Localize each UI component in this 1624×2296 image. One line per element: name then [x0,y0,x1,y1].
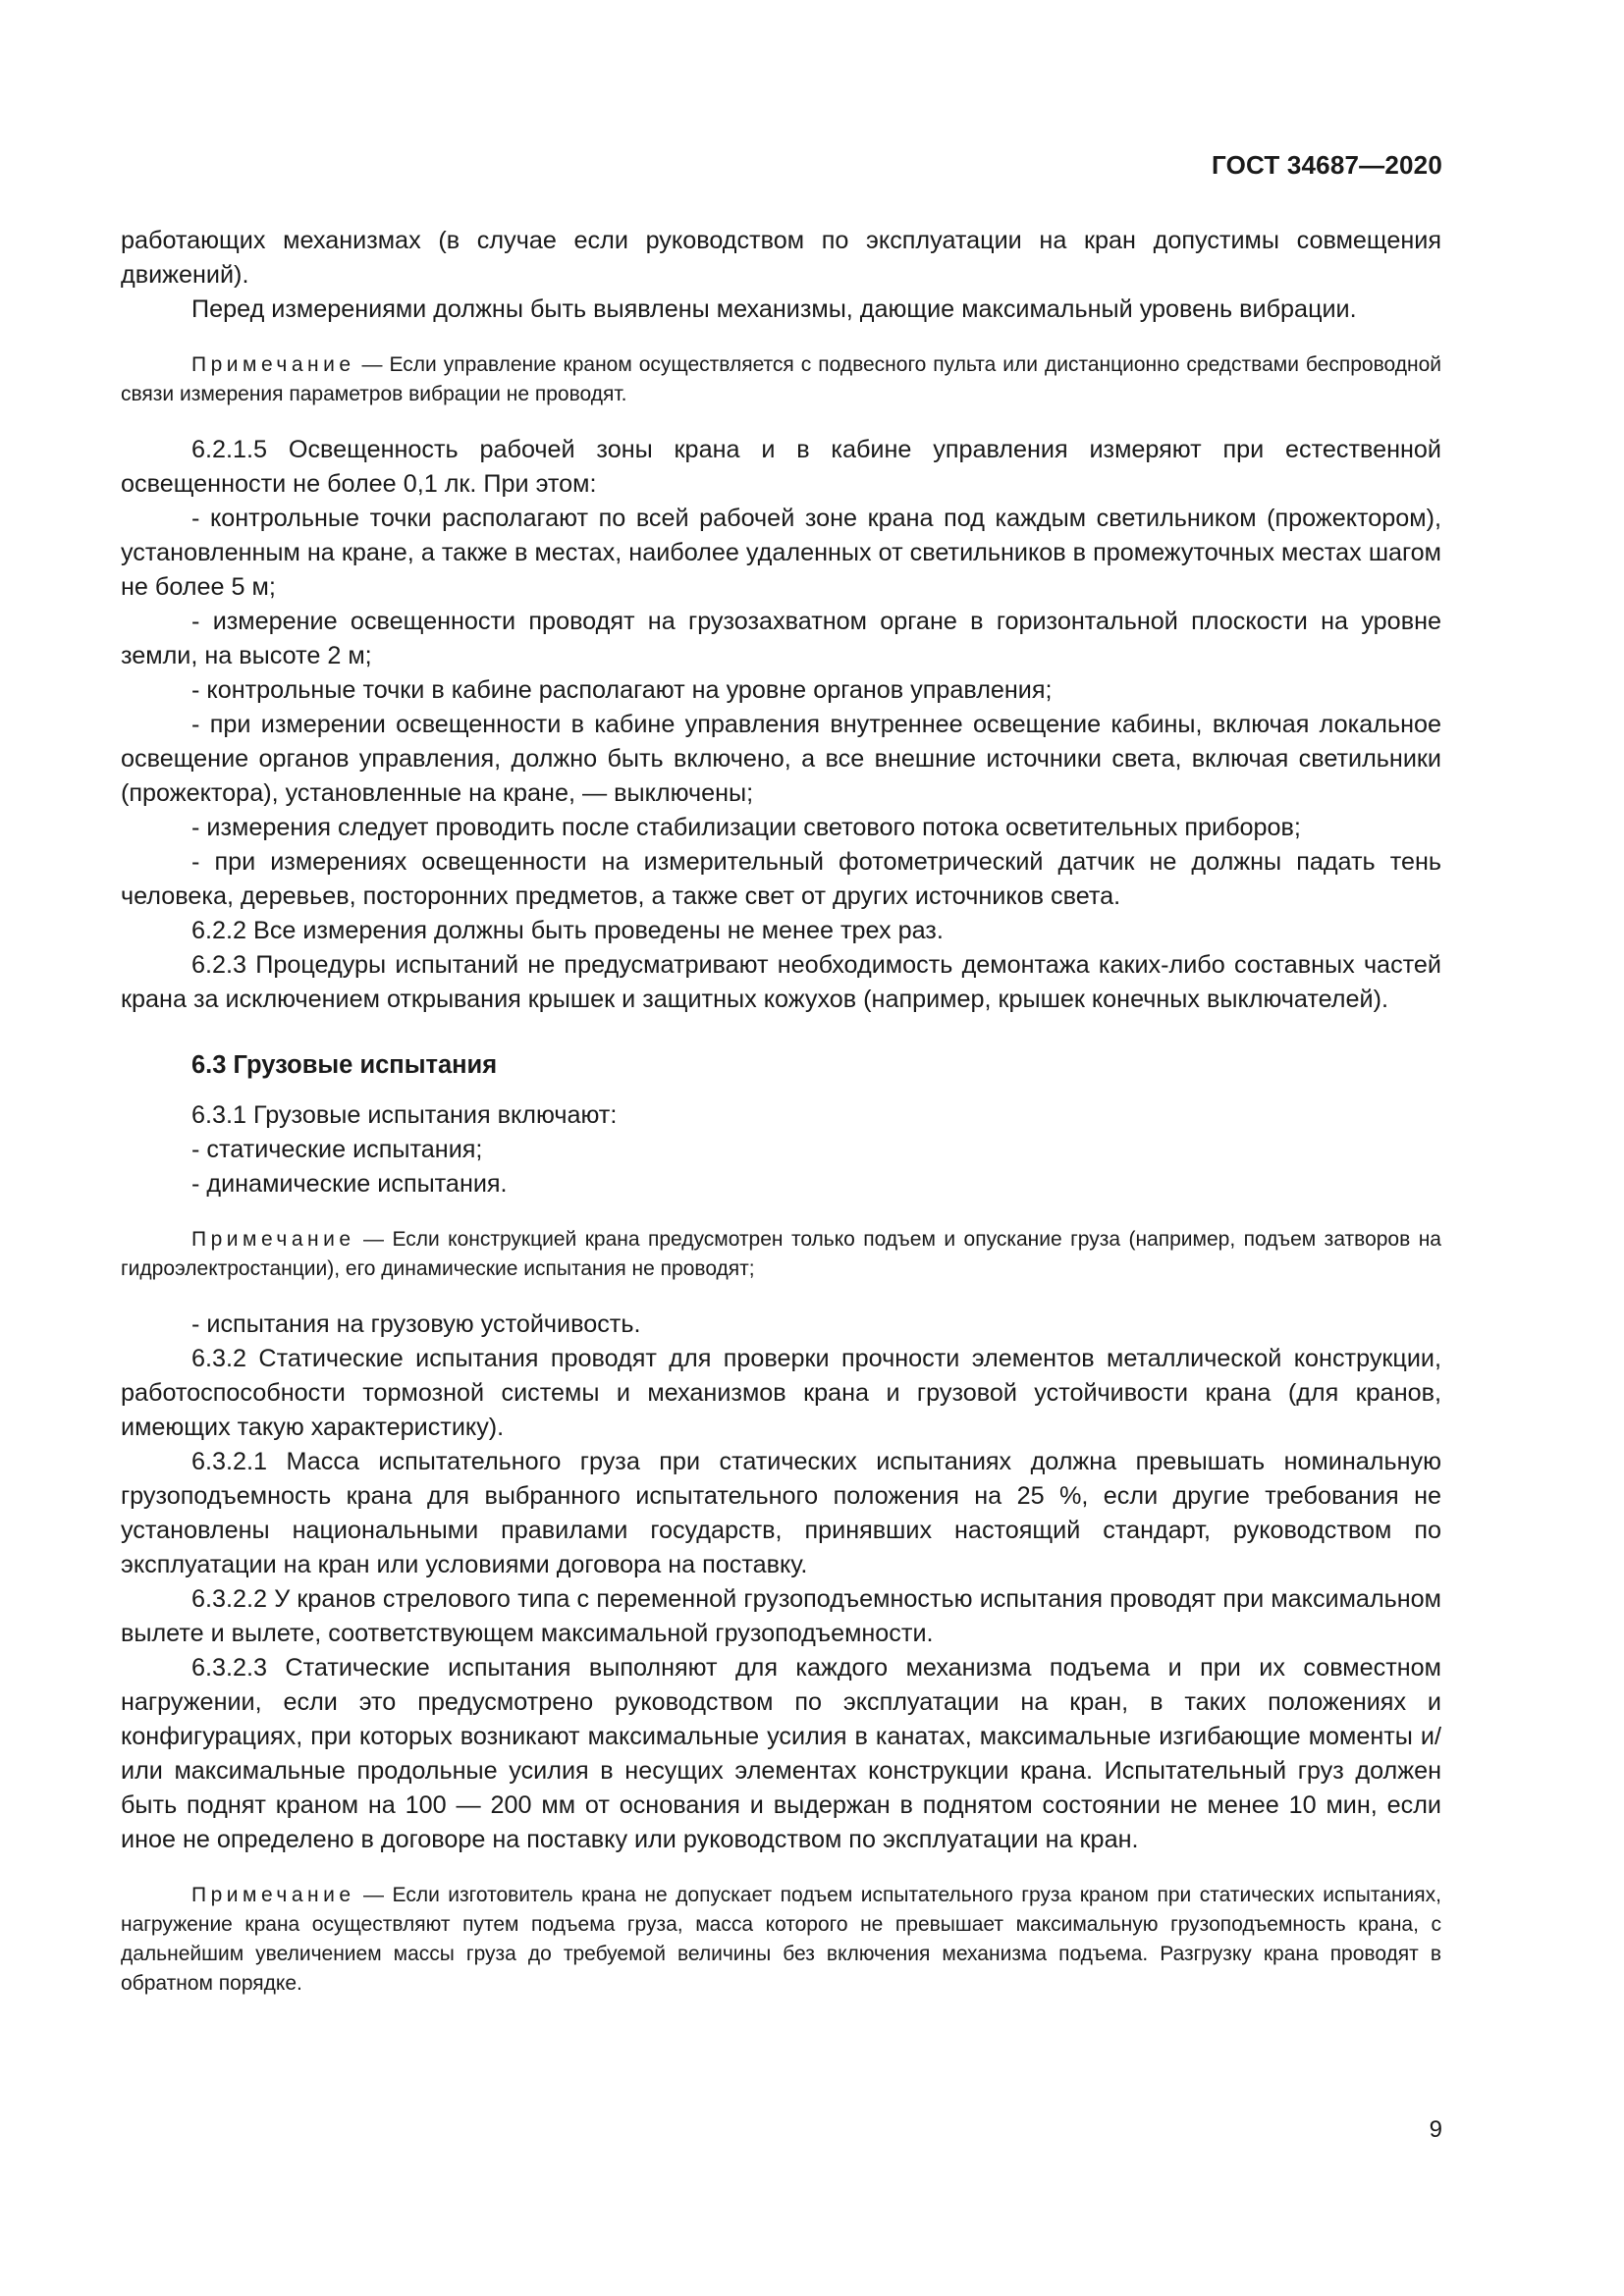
note [121,1225,1441,1284]
section-heading: 6.3 Грузовые испытания [191,1051,498,1079]
note-label: Примечание [191,1228,355,1251]
paragraph: 6.3.2.3 Статические испытания выполняют для каждого механизма подъема и при их совместном нагружении, если это предусмотрено руководством по эксплуатации на кран, в таких положениях и конфигурациях, при которых возникают максимальные усилия в канатах, максимальные изгибающие моменты и/или максимальные продольные усилия в несущих элементах конструкции крана. Испытательный груз должен быть поднят краном на 100 — 200 мм от основания и выдержан в поднятом состоянии не менее 10 мин, если иное не определено в договоре на поставку или руководством по эксплуатации на кран. [121,1654,1441,1853]
list-item: - при измерениях освещенности на измерительный фотометрический датчик не должны падать тень человека, деревьев, посторонних предметов, а также свет от других источников света. [121,848,1441,910]
paragraph: 6.2.2 Все измерения должны быть проведены не менее трех раз. [191,917,944,944]
paragraph: работающих механизмах (в случае если руководством по эксплуатации на кран допустимы совмещения движений). [121,227,1441,289]
list-item: - динамические испытания. [191,1170,508,1198]
paragraph: 6.2.3 Процедуры испытаний не предусматривают необходимость демонтажа каких-либо составных частей крана за исключением открывания крышек и защитных кожухов (например, крышек конечных выключателей). [121,951,1441,1013]
note-label: Примечание [191,353,355,376]
note [121,1881,1441,1999]
list-item: - статические испытания; [191,1136,483,1163]
note-text: — Если изготовитель крана не допускает подъем испытательного груза краном при статических испытаниях, нагружение крана осуществляют путем подъема груза, масса которого не превышает максимальную грузоподъемность крана, с дальнейшим увеличением массы груза до требуемой величины без включения механизма подъема. Разгрузку крана проводят в обратном порядке. [121,1884,1441,1995]
list-item: - контрольные точки располагают по всей рабочей зоне крана под каждым светильником (прожектором), установленным на кране, а также в местах, наиболее удаленных от светильников в промежуточных местах шагом не более 5 м; [121,505,1441,601]
list-item: - измерения следует проводить после стабилизации светового потока осветительных приборов; [191,814,1301,841]
note-label: Примечание [191,1884,355,1906]
note-text: — Если управление краном осуществляется с подвесного пульта или дистанционно средствами беспроводной связи измерения параметров вибрации не проводят. [121,353,1441,405]
list-item: - контрольные точки в кабине располагают на уровне органов управления; [191,676,1053,704]
paragraph: 6.3.2 Статические испытания проводят для проверки прочности элементов металлической конструкции, работоспособности тормозной системы и механизмов крана и грузовой устойчивости крана (для кранов, имеющих такую характеристику). [121,1345,1441,1441]
note-text: — Если конструкцией крана предусмотрен только подъем и опускание груза (например, подъем затворов на гидроэлектростанции), его динамические испытания не проводят; [121,1228,1441,1280]
page-number: 9 [1429,2116,1442,2143]
paragraph: 6.3.2.1 Масса испытательного груза при статических испытаниях должна превышать номинальную грузоподъемность крана для выбранного испытательного положения на 25 %, если другие требования не установлены национальными правилами государств, принявших настоящий стандарт, руководством по эксплуатации на кран или условиями договора на поставку. [121,1448,1441,1578]
page-content [121,224,1441,1999]
paragraph: 6.3.1 Грузовые испытания включают: [191,1101,618,1129]
paragraph: 6.3.2.2 У кранов стрелового типа с переменной грузоподъемностью испытания проводят при максимальном вылете и вылете, соответствующем максимальной грузоподъемности. [121,1585,1441,1647]
list-item: - испытания на грузовую устойчивость. [191,1310,641,1338]
note [121,350,1441,409]
list-item: - измерение освещенности проводят на грузозахватном органе в горизонтальной плоскости на уровне земли, на высоте 2 м; [121,608,1441,669]
paragraph: 6.2.1.5 Освещенность рабочей зоны крана и в кабине управления измеряют при естественной освещенности не более 0,1 лк. При этом: [121,436,1441,498]
list-item: - при измерении освещенности в кабине управления внутреннее освещение кабины, включая локальное освещение органов управления, должно быть включено, а все внешние источники света, включая светильники (прожектора), установленные на кране, — выключены; [121,711,1441,807]
paragraph: Перед измерениями должны быть выявлены механизмы, дающие максимальный уровень вибрации. [191,295,1357,323]
document-code-header: ГОСТ 34687—2020 [1212,150,1442,180]
